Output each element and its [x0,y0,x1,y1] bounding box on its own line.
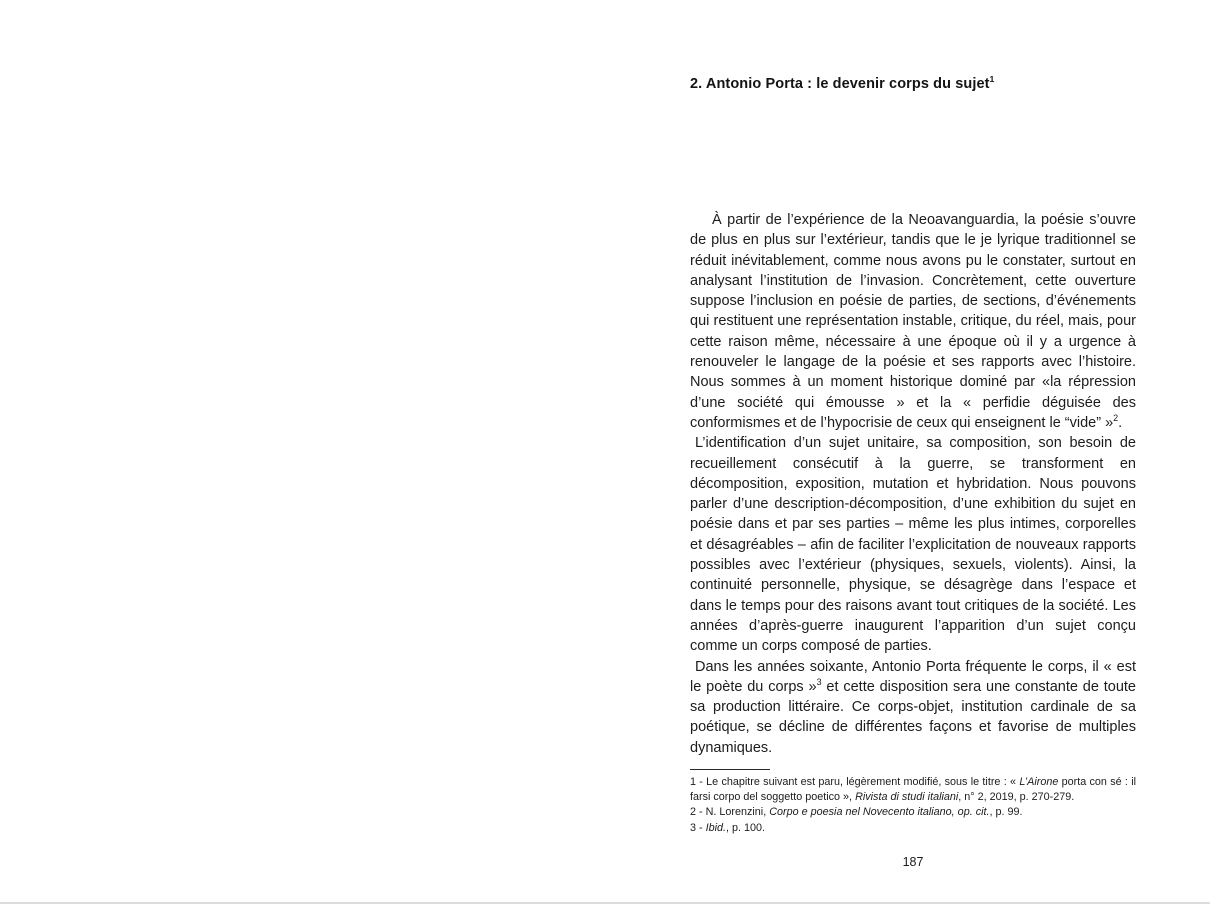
footnote: 1 - Le chapitre suivant est paru, légèrement modifié, sous le titre : « L’Airone porta con sé : il farsi corpo del soggetto poetico », Rivista di studi italiani, n° 2, 2019, p. 270-279. [690,776,1136,804]
footnote: 2 - N. Lorenzini, Corpo e poesia nel Novecento italiano, op. cit., p. 99. [690,806,1023,819]
body-text [690,210,1136,758]
chapter-title: 2. Antonio Porta : le devenir corps du sujet$^1$ [690,74,995,92]
body-paragraph: L’identification d’un sujet unitaire, sa composition, son besoin de recueillement consécutif à la guerre, se transforment en décomposition, exposition, mutation et hybridation. Nous pouvons parler d’une description-décomposition, d’une exhibition du sujet en poésie dans et par ses parties – même les plus intimes, corporelles et désagréables – afin de faciliter l’explicitation de nouveaux rapports possibles avec l’extérieur (physiques, sexuels, violents). Ainsi, la continuité personnelle, physique, se désagrège dans l’espace et dans le temps pour des raisons avant tout critiques de la société. Les années d’après-guerre inaugurent l’apparition d’un sujet conçu comme un corps composé de parties. [690,435,1136,655]
body-paragraph: À partir de l’expérience de la Neoavanguardia, la poésie s’ouvre de plus en plus sur l’extérieur, tandis que le je lyrique traditionnel se réduit inévitablement, comme nous avons pu le constater, surtout en analysant l’institution de l’invasion. Concrètement, cette ouverture suppose l’inclusion en poésie de parties, de sections, d’événements qui restituent une représentation instable, critique, du réel, mais, pour cette raison même, nécessaire à une époque où il y a urgence à renouveler le langage de la poésie et ses rapports avec l’histoire. Nous sommes à un moment historique dominé par «la répression d’une société qui émousse » et la « perfidie déguisée des conformismes et de l’hypocrisie de ceux qui enseignent le “vide” »$^2$. [690,212,1136,431]
footnote: 3 - Ibid., p. 100. [690,821,766,834]
page-bottom-edge [0,902,1210,904]
footnotes [690,775,1136,836]
footnote-separator [690,769,770,770]
page-number: 187 [902,855,924,869]
body-paragraph: Dans les années soixante, Antonio Porta fréquente le corps, il « est le poète du corps »$^3$ et cette disposition sera une constante de toute sa production littéraire. Ce corps-objet, institution cardinale de sa poétique, se décline de différentes façons et favorise de multiples dynamiques. [690,658,1136,756]
